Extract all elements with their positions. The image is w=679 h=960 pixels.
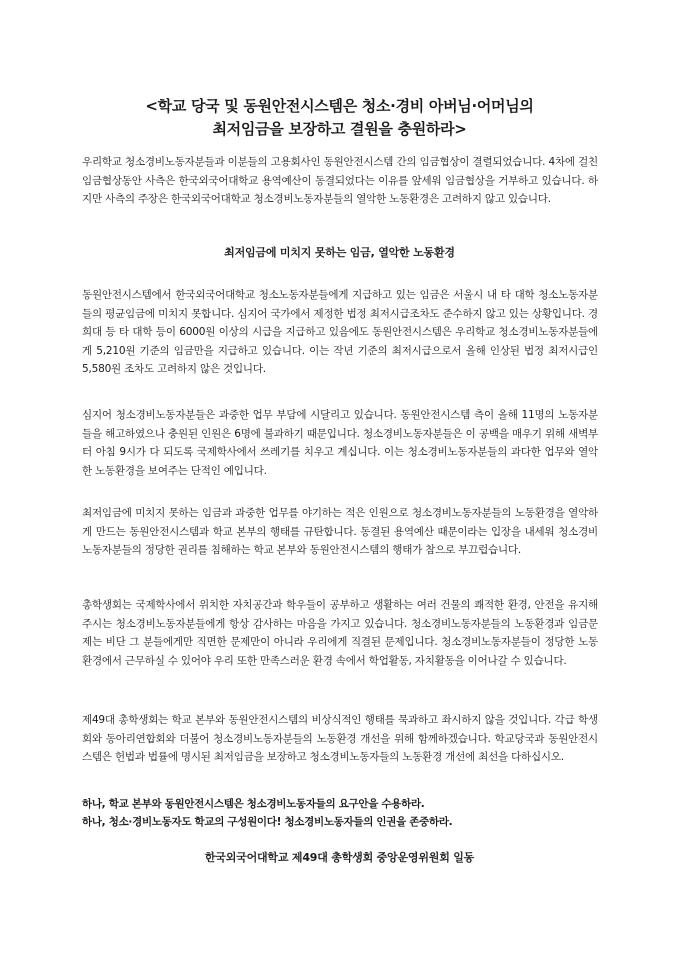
document-title-line-2: 최저임금을 보장하고 결원을 충원하라> <box>212 120 467 138</box>
demand-item-1: 하나, 학교 본부와 동원안전시스템은 청소경비노동자들의 요구안을 수용하라. <box>82 798 425 810</box>
signature-line: 한국외국어대학교 제49대 총학생회 중앙운영위원회 일동 <box>204 851 475 864</box>
section-subheading: 최저임금에 미치지 못하는 임금, 열악한 노동환경 <box>224 246 455 259</box>
body-paragraph-resolution: 제49대 총학생회는 학교 본부와 동원안전시스템의 비상식적인 행태를 묵과하고 좌시하지 않을 것입니다. 각급 학생회와 동아리연합회와 더불어 청소경비노동자분들의 노동환경 개선을 위해 함께하겠습니다. 학교당국과 동원안전시스템은 헌법과 법률에 명시된 최저임금을 보장하고 청소경비노동자들의 노동환경 개선에 최선을 다하십시오. <box>82 714 598 763</box>
body-paragraph-wages: 동원안전시스템에서 한국외국어대학교 청소노동자분들에게 지급하고 있는 임금은 서울시 내 타 대학 청소노동자분들의 평균임금에 미치지 못합니다. 심지어 국가에서 제정한 법정 최저시급조차도 준수하지 않고 있는 상황입니다. 경희대 등 타 대학 등이 6000원 이상의 시급을 지급하고 있음에도 동원안전시스템은 우리학교 청소경비노동자분들에게 5,210원 기준의 임금만을 지급하고 있습니다. 이는 작년 기준의 최저시급으로서 올해 인상된 법정 최저시급인 5,580원 조차도 고려하지 않은 것입니다. <box>82 289 598 375</box>
body-paragraph-condemnation: 최저임금에 미치지 못하는 임금과 과중한 업무를 야기하는 적은 인원으로 청소경비노동자분들의 노동환경을 열악하게 만드는 동원안전시스템과 학교 본부의 행태를 규탄합니다. 동결된 용역예산 때문이라는 입장을 내세워 청소경비노동자분들의 정당한 권리를 침해하는 학교 본부와 동원안전시스템의 행태가 참으로 부끄럽습니다. <box>82 507 598 556</box>
intro-paragraph: 우리학교 청소경비노동자분들과 이분들의 고용회사인 동원안전시스템 간의 임금협상이 결렬되었습니다. 4차에 걸친 임금협상동안 사측은 한국외국어대학교 용역예산이 동결되었다는 이유를 앞세워 임금협상을 거부하고 있습니다. 하지만 사측의 주장은 한국외국어대학교 청소경비노동자분들의 열악한 노동환경은 고려하지 않고 있습니다. <box>82 156 598 205</box>
body-paragraph-student-council: 총학생회는 국제학사에서 위치한 자치공간과 학우들이 공부하고 생활하는 여러 건물의 쾌적한 환경, 안전을 유지해주시는 청소경비노동자분들에게 항상 감사하는 마음을 가지고 있습니다. 청소경비노동자분들의 노동환경과 임금문제는 비단 그 분들에게만 직면한 문제만이 아니라 우리에게 직결된 문제입니다. 청소경비노동자분들이 정당한 노동환경에서 근무하실 수 있어야 우리 또한 만족스러운 환경 속에서 학업활동, 자치활동을 이어나갈 수 있습니다. <box>82 599 598 667</box>
demand-item-2: 하나, 청소·경비노동자도 학교의 구성원이다! 청소경비노동자들의 인권을 존중하라. <box>82 816 453 828</box>
document-title-line-1: <학교 당국 및 동원안전시스템은 청소·경비 아버님·어머님의 <box>145 97 534 115</box>
body-paragraph-workload: 심지어 청소경비노동자분들은 과중한 업무 부담에 시달리고 있습니다. 동원안전시스템 측이 올해 11명의 노동자분들을 해고하였으나 충원된 인원은 6명에 불과하기 때문입니다. 청소경비노동자분들은 이 공백을 매우기 위해 새벽부터 아침 9시가 다 되도록 국제학사에서 쓰레기를 치우고 계십니다. 이는 청소경비노동자분들의 과다한 업무와 열악한 노동환경을 보여주는 단적인 예입니다. <box>82 409 598 477</box>
